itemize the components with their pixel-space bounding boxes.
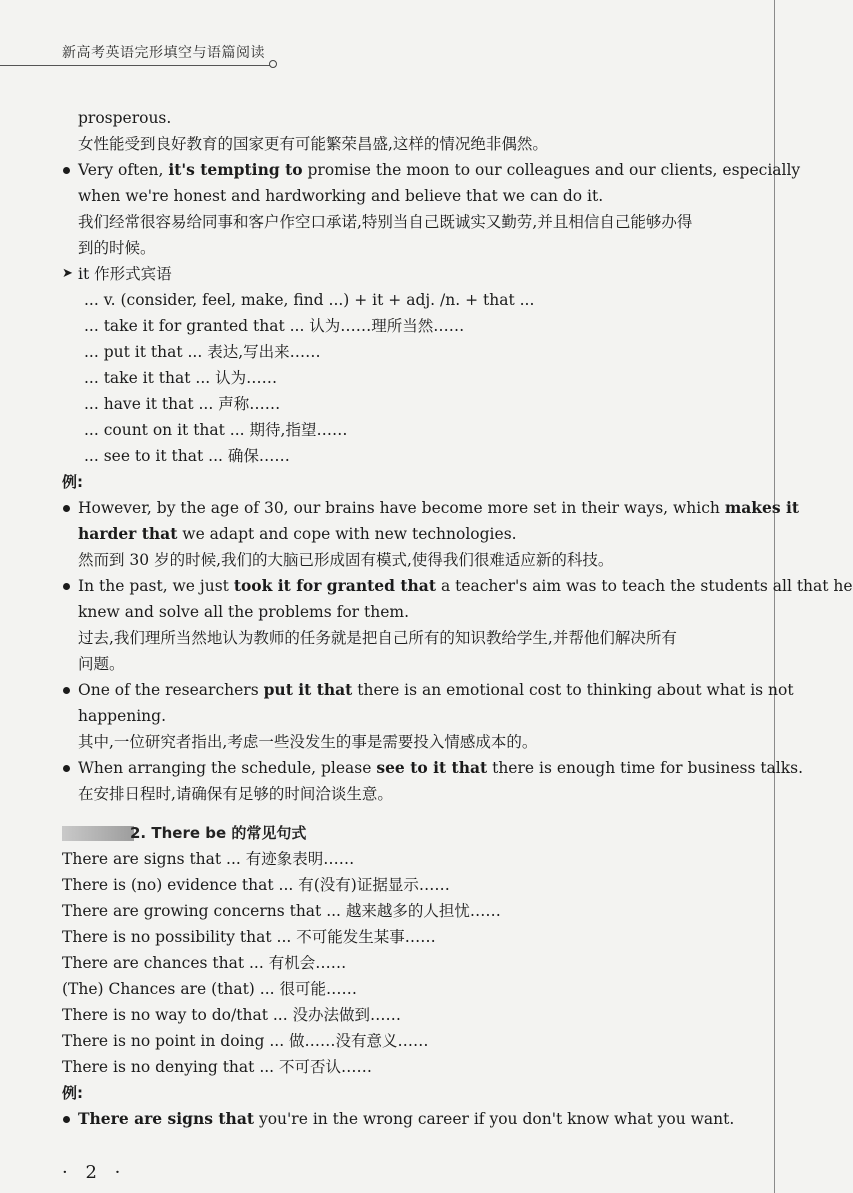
pattern-line: ... v. (consider, feel, make, find ...) + it + adj. /n. + that ... — [84, 291, 535, 309]
page-number: · 2 · — [62, 1162, 127, 1183]
example-label: 例: — [62, 473, 83, 491]
key-phrase: put it that — [263, 680, 353, 699]
pattern-line: ... see to it that ... 确保…… — [84, 447, 290, 465]
example-sentence: Very often, it's tempting to promise the moon to our colleagues and our clients, especially — [62, 157, 762, 183]
section-title: 2. There be 的常见句式 — [130, 824, 307, 842]
page-body — [62, 105, 853, 1132]
pattern-line: There is no possibility that ... 不可能发生某事…… — [62, 928, 436, 946]
pattern-line: There is no point in doing ... 做……没有意义…… — [62, 1032, 429, 1050]
pattern-line: ... take it for granted that ... 认为……理所当然…… — [84, 317, 465, 335]
example-sentence: One of the researchers put it that there is an emotional cost to thinking about what is not — [62, 677, 762, 703]
key-phrase: There are signs that — [78, 1109, 255, 1128]
key-phrase: harder that — [78, 524, 178, 543]
key-phrase: took it for granted that — [233, 576, 437, 595]
pattern-line: There are growing concerns that ... 越来越多的人担忧…… — [62, 902, 501, 920]
text-line: happening. — [78, 707, 167, 725]
text-line: harder that we adapt and cope with new technologies. — [78, 524, 517, 543]
key-phrase: makes it — [724, 498, 800, 517]
example-sentence: In the past, we just took it for granted that a teacher's aim was to teach the students all that he — [62, 573, 762, 599]
section-bar — [62, 826, 134, 841]
translation-line: 女性能受到良好教育的国家更有可能繁荣昌盛,这样的情况绝非偶然。 — [78, 135, 548, 153]
example-sentence: However, by the age of 30, our brains have become more set in their ways, which makes it — [62, 495, 762, 521]
translation-line: 我们经常很容易给同事和客户作空口承诺,特别当自己既诚实又勤劳,并且相信自己能够办得 — [78, 213, 693, 231]
section-heading — [62, 820, 762, 846]
example-sentence: There are signs that you're in the wrong career if you don't know what you want. — [62, 1106, 762, 1132]
example-label: 例: — [62, 1084, 83, 1102]
pattern-line: ... have it that ... 声称…… — [84, 395, 281, 413]
pattern-line: ... put it that ... 表达,写出来…… — [84, 343, 321, 361]
header-rule — [0, 65, 270, 66]
translation-line: 到的时候。 — [78, 239, 156, 257]
pattern-line: There are signs that ... 有迹象表明…… — [62, 850, 355, 868]
translation-line: 在安排日程时,请确保有足够的时间洽谈生意。 — [78, 785, 393, 803]
translation-line: 问题。 — [78, 655, 125, 673]
subheading: ➤ it 作形式宾语 — [62, 261, 762, 287]
pattern-line: There is no way to do/that ... 没办法做到…… — [62, 1006, 402, 1024]
arrow-icon: ➤ — [62, 266, 73, 281]
pattern-line: ... count on it that ... 期待,指望…… — [84, 421, 348, 439]
pattern-line: There is no denying that ... 不可否认…… — [62, 1058, 373, 1076]
page-header — [0, 0, 790, 72]
pattern-line: There is (no) evidence that ... 有(没有)证据显示…… — [62, 876, 450, 894]
text-line: knew and solve all the problems for them. — [78, 603, 410, 621]
key-phrase: it's tempting to — [168, 160, 303, 179]
example-sentence: When arranging the schedule, please see to it that there is enough time for business talks. — [62, 755, 762, 781]
translation-line: 然而到 30 岁的时候,我们的大脑已形成固有模式,使得我们很难适应新的科技。 — [78, 551, 614, 569]
pattern-line: (The) Chances are (that) ... 很可能…… — [62, 980, 357, 998]
translation-line: 过去,我们理所当然地认为教师的任务就是把自己所有的知识教给学生,并帮他们解决所有 — [78, 629, 677, 647]
translation-line: 其中,一位研究者指出,考虑一些没发生的事是需要投入情感成本的。 — [78, 733, 538, 751]
text-line: when we're honest and hardworking and believe that we can do it. — [78, 187, 604, 205]
key-phrase: see to it that — [376, 758, 488, 777]
text-line: prosperous. — [78, 109, 172, 127]
pattern-line: There are chances that ... 有机会…… — [62, 954, 347, 972]
book-title: 新高考英语完形填空与语篇阅读 — [62, 45, 265, 61]
pattern-line: ... take it that ... 认为…… — [84, 369, 278, 387]
header-ornament-icon — [269, 60, 277, 68]
